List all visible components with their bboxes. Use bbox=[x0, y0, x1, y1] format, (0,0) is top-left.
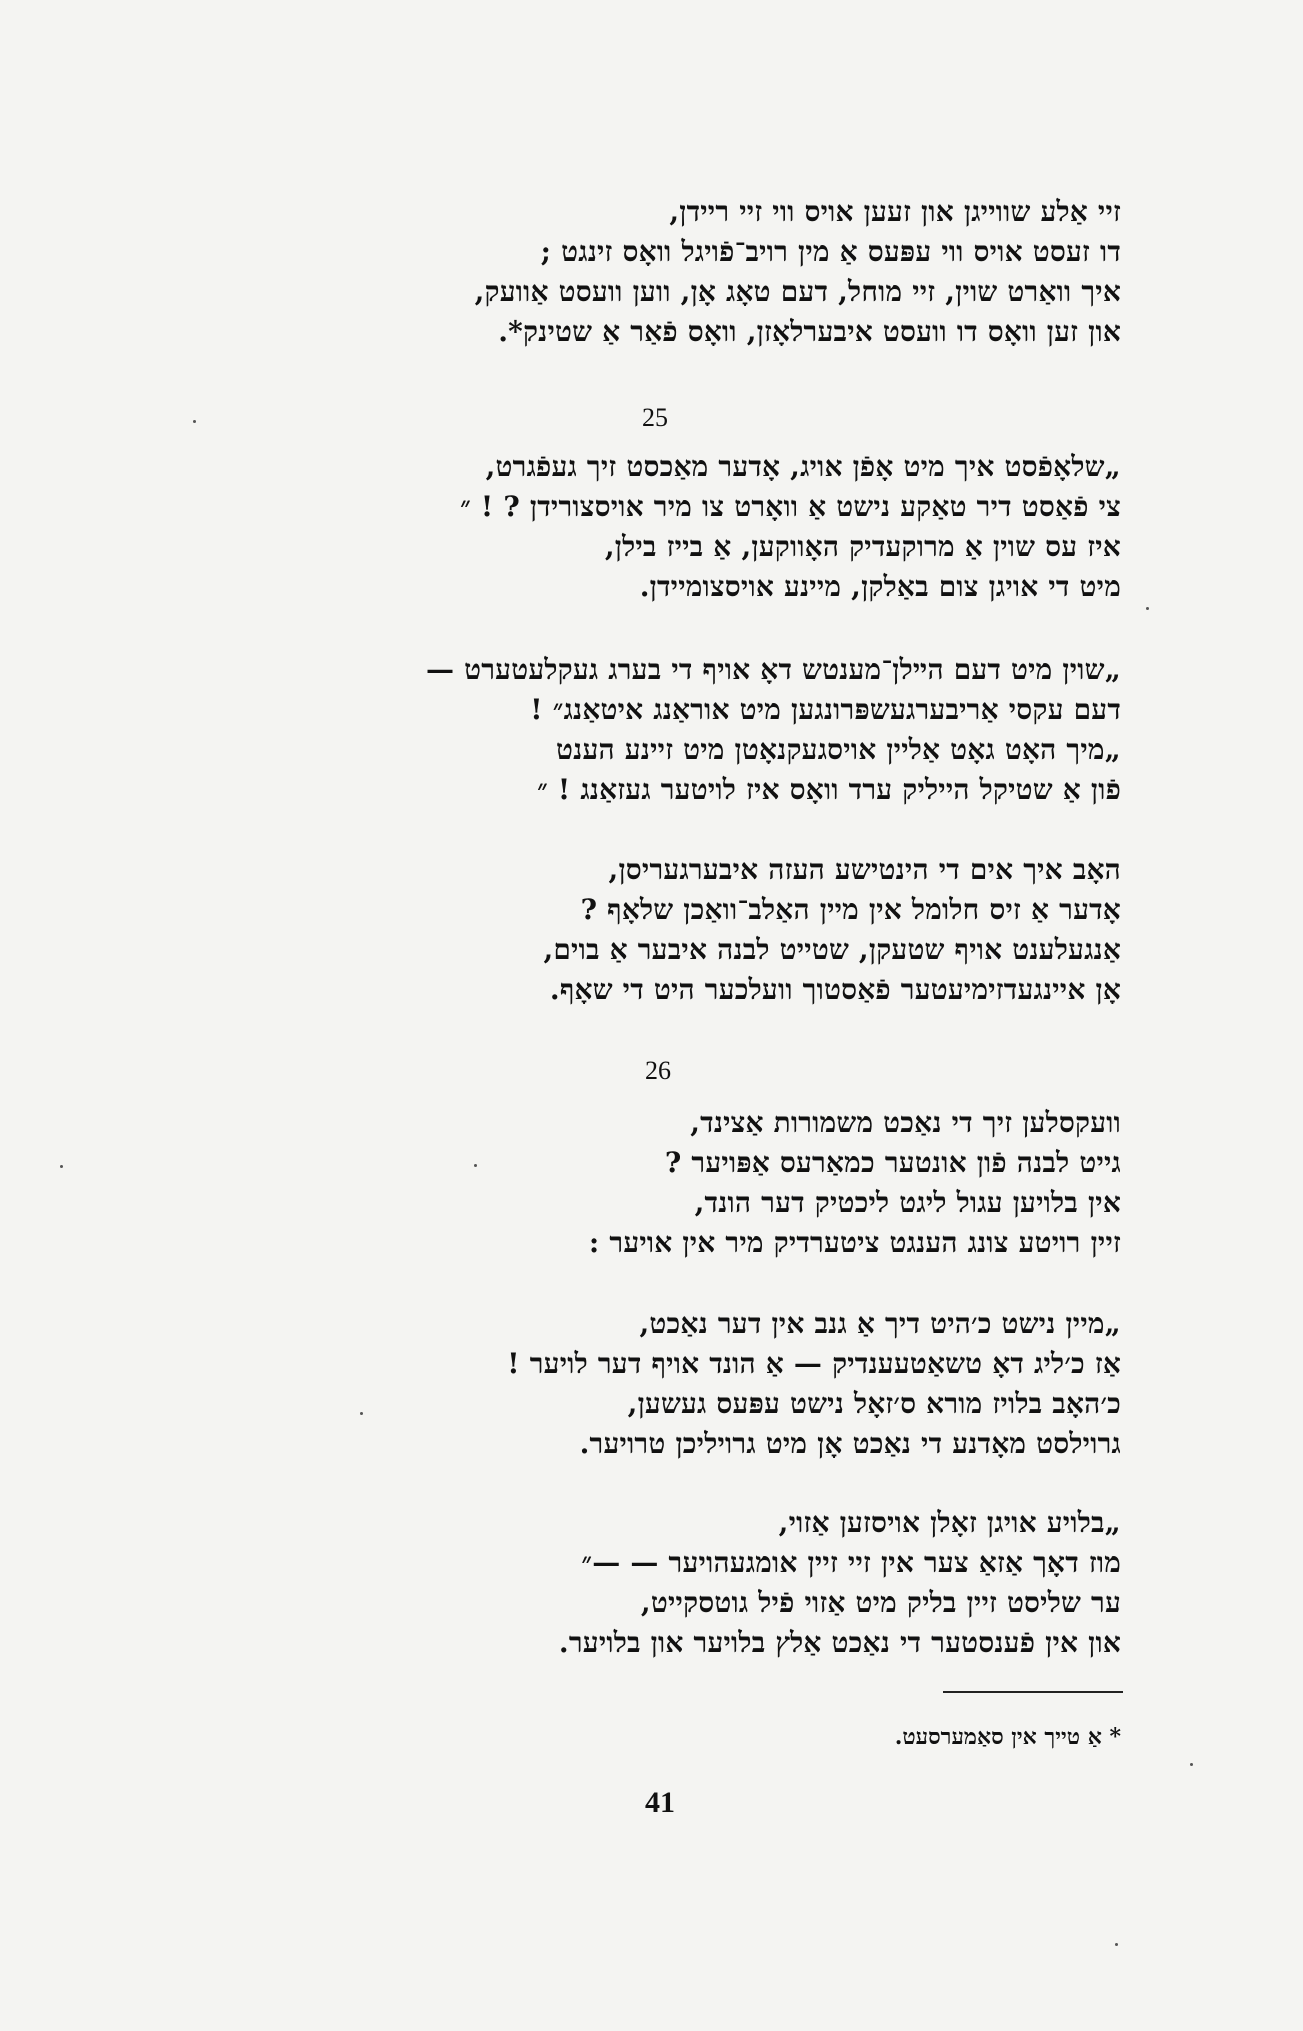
poem-line: און אין פֿענסטער די נאַכט אַלץ בלויער און בלויער. bbox=[558, 1626, 1121, 1659]
poem-line: פֿון אַ שטיקל הייליק ערד וואָס איז לויטער געזאַנג ! ״ bbox=[537, 773, 1121, 806]
scan-speck bbox=[360, 1412, 363, 1415]
poem-line: גרוילסט מאָדנע די נאַכט אָן מיט גרויליכן טרויער. bbox=[579, 1427, 1121, 1460]
poem-line: האָב איך אים די הינטישע העזה איבערגעריסן, bbox=[608, 853, 1121, 886]
poem-line: אָדער אַ זיס חלומל אין מיין האַלב־וואַכן שלאָף ? bbox=[580, 893, 1121, 926]
scan-speck bbox=[1115, 1943, 1118, 1946]
poem-line: איז עס שוין אַ מרוקעדיק האָווקען, אַ בייז בילן, bbox=[604, 530, 1121, 563]
stanza-number: 26 bbox=[645, 1056, 671, 1085]
poem-line: מיט די אויגן צום באַלקן, מיינע אויסצומיידן. bbox=[639, 570, 1121, 603]
poem-line: צי פֿאַסט דיר טאַקע נישט אַ וואָרט צו מיר אויסצורידן ? ! ״ bbox=[460, 490, 1121, 523]
poem-line: זיי אַלע שווייגן און זעען אויס ווי זיי ריידן, bbox=[669, 195, 1121, 228]
poem-line: דעם עקסי אַריבערגעשפּרונגען מיט אוראַנג איטאַנג״ ! bbox=[530, 693, 1121, 726]
scan-speck bbox=[1146, 607, 1149, 610]
poem-line: אַז כ׳ליג דאָ טשאַטעענדיק — אַ הונד אויף דער לויער ! bbox=[507, 1347, 1121, 1380]
poem-line: און זען וואָס דו וועסט איבערלאָזן, וואָס פֿאַר אַ שטינק*. bbox=[498, 315, 1121, 348]
scan-speck bbox=[1190, 1763, 1193, 1766]
poem-line: כ׳האָב בלויז מורא ס׳זאָל נישט עפּעס געשען, bbox=[627, 1387, 1121, 1420]
poem-line: דו זעסט אויס ווי עפּעס אַ מין רויב־פֿויגל וואָס זינגט ; bbox=[540, 235, 1121, 268]
poem-line: „שוין מיט דעם הײלן־מענטש דאָ אויף די בערג געקלעטערט — bbox=[425, 653, 1121, 686]
poem-line: ער שליסט זיין בליק מיט אַזוי פֿיל גוטסקייט, bbox=[640, 1586, 1121, 1619]
stanza-number: 25 bbox=[642, 403, 668, 432]
poem-line: „בלויע אויגן זאָלן אויסזען אַזוי, bbox=[778, 1506, 1121, 1539]
poem-line: „שלאָפֿסט איך מיט אָפֿן אויג, אָדער מאַכסט זיך געפֿגרט, bbox=[485, 450, 1121, 483]
scan-speck bbox=[193, 420, 196, 423]
poem-line: וועקסלען זיך די נאַכט משמורות אַצינד, bbox=[690, 1106, 1121, 1139]
poem-line: איך וואַרט שוין, זיי מוחל, דעם טאָג אָן, ווען וועסט אַוועק, bbox=[474, 275, 1121, 308]
poem-line: אָן איינגעדזימיעטער פֿאַסטוך וועלכער היט די שאָף. bbox=[549, 973, 1121, 1006]
footnote: * אַ טייך אין סאַמערסעט. bbox=[894, 1724, 1121, 1750]
poem-line: „מיך האָט גאָט אַליין אויסגעקנאָטן מיט זיינע הענט bbox=[556, 733, 1121, 766]
scan-speck bbox=[60, 1165, 63, 1168]
scan-speck bbox=[474, 1164, 477, 1167]
poem-line: אַנגעלענט אויף שטעקן, שטייט לבנה איבער אַ בוים, bbox=[543, 933, 1121, 966]
poem-line: מוז דאָך אַזאַ צער אין זיי זיין אומגעהויער — —״ bbox=[581, 1546, 1121, 1579]
poem-line: גייט לבנה פֿון אונטער כמאַרעס אַפּויער ? bbox=[664, 1146, 1121, 1179]
page-number: 41 bbox=[645, 1786, 675, 1819]
footnote-divider bbox=[943, 1691, 1123, 1693]
poem-line: „מיין נישט כ׳היט דיך אַ גנב אין דער נאַכט, bbox=[639, 1307, 1121, 1340]
poem-line: זיין רויטע צונג הענגט ציטערדיק מיר אין אויער : bbox=[588, 1226, 1121, 1259]
poem-line: אין בלויען עגול ליגט ליכטיק דער הונד, bbox=[694, 1186, 1121, 1219]
